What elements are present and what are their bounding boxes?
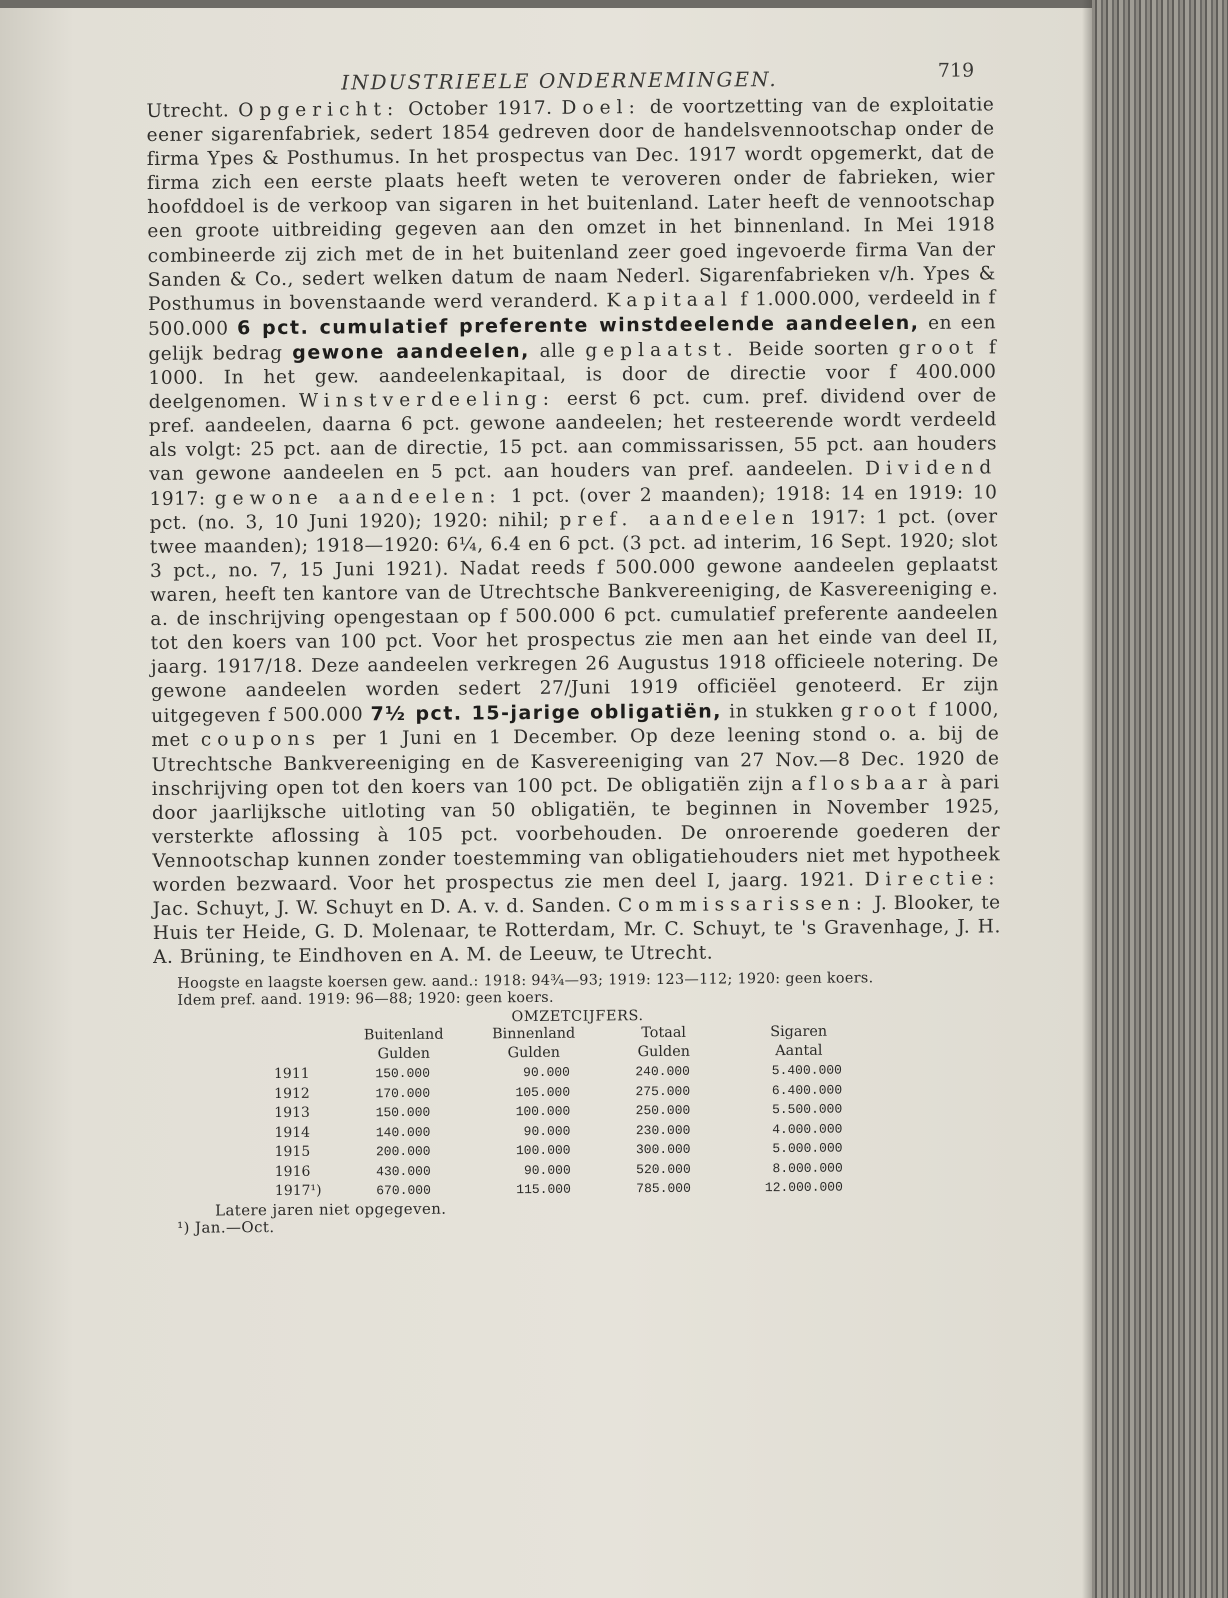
book-page-edges bbox=[1092, 0, 1228, 1598]
table-body bbox=[274, 1061, 875, 1202]
spaced-term: Dividend bbox=[865, 457, 998, 480]
table-cell-value: 90.000 bbox=[523, 1162, 571, 1178]
table-cell-value: 250.000 bbox=[635, 1103, 691, 1119]
table-cell-value: 100.000 bbox=[515, 1104, 571, 1120]
top-edge bbox=[0, 0, 1228, 8]
spaced-term: groot bbox=[840, 700, 922, 722]
table-cell-year: 1917¹) bbox=[274, 1183, 322, 1200]
table-cell-year: 1916 bbox=[274, 1163, 311, 1180]
table-cell-value: 150.000 bbox=[375, 1066, 431, 1082]
text-run: eerst 6 pct. cum. pref. dividend over de pref. aandeelen, daarna 6 pct. gewone aandeelen; het resteerende wordt verdeeld als volgt: 25 pct. aan de directie, 15 pct. aan commissarissen, 55 pct. aan houders van gewone aandeelen en 5 pct. aan houders van pref. aandeelen. bbox=[148, 385, 998, 486]
table-cell-value: 5.400.000 bbox=[771, 1062, 843, 1079]
price-ranges bbox=[177, 970, 1001, 1010]
page-number: 719 bbox=[937, 59, 975, 82]
footnote: ¹) Jan.—Oct. bbox=[177, 1217, 275, 1237]
table-cell-year: 1915 bbox=[274, 1144, 311, 1161]
spaced-term: Kapitaal bbox=[606, 289, 733, 312]
table-cell-value: 670.000 bbox=[376, 1183, 431, 1199]
table-cell-year: 1914 bbox=[274, 1124, 311, 1141]
table-cell-year: 1911 bbox=[273, 1066, 310, 1083]
spaced-term: Doel: bbox=[561, 97, 641, 119]
table-cell-value: 200.000 bbox=[375, 1144, 431, 1160]
table-cell-value: 140.000 bbox=[375, 1124, 431, 1141]
company-entry bbox=[146, 93, 1001, 970]
table-cell-value: 785.000 bbox=[636, 1181, 691, 1197]
table-header bbox=[274, 1046, 344, 1066]
table-cell-value: 105.000 bbox=[515, 1084, 571, 1101]
spaced-term: Opgericht: bbox=[238, 99, 400, 122]
text-run: f 1.000.000, verdeeld in f 500.000 bbox=[148, 287, 996, 340]
text-run: en een gelijk bedrag bbox=[148, 312, 997, 365]
spaced-term: Directie: bbox=[864, 868, 1001, 891]
spaced-term: gewone aandeelen: bbox=[214, 485, 502, 509]
text-run: October 1917. bbox=[399, 97, 562, 121]
table-cell-value: 240.000 bbox=[635, 1064, 691, 1080]
table-cell-year: 1913 bbox=[274, 1105, 310, 1122]
entry-paragraph bbox=[146, 93, 1001, 970]
table-cell-value: 230.000 bbox=[635, 1122, 691, 1139]
table-cell-value: 5.000.000 bbox=[772, 1140, 843, 1157]
spaced-term: pref. aandeelen bbox=[559, 507, 801, 531]
bold-term: 6 pct. cumulatief preferente winstdeelende aandeelen, bbox=[237, 311, 920, 340]
spaced-term: geplaatst. bbox=[585, 339, 739, 362]
table-cell-value: 12.000.000 bbox=[764, 1179, 843, 1196]
spaced-term: aflosbaar bbox=[791, 772, 933, 795]
table-cell-value: 100.000 bbox=[515, 1143, 571, 1159]
page-header bbox=[146, 53, 994, 95]
text-run: 1917: bbox=[149, 487, 215, 510]
spaced-term: Commissarissen: bbox=[617, 893, 869, 917]
text-run: f 1000. In het gew. aandeelenkapitaal, is door de directie voor f 400.000 deelgenomen. bbox=[148, 337, 997, 414]
text-run: à pari door jaarlijksche uitloting van 50 obligatiën, te beginnen in November 1925, versterkte aflossing à 105 pct. voorbehouden. De onroerende goederen der Vennootschap kunnen zonder toestemming van obligatiehouders niet met hypotheek worden bezwaard. Voor het prospectus zie men deel I, jaarg. 1921. bbox=[151, 771, 1001, 896]
table-cell-value: 90.000 bbox=[523, 1123, 571, 1139]
table-title: OMZETCIJFERS. bbox=[511, 1008, 644, 1026]
table-cell-value: 275.000 bbox=[635, 1083, 691, 1100]
table-unit: Gulden bbox=[377, 1046, 431, 1063]
page-content bbox=[146, 53, 1003, 1236]
table-header: Sigaren bbox=[770, 1024, 828, 1041]
table-cell-value: 430.000 bbox=[376, 1163, 431, 1180]
table-header: Buitenland bbox=[363, 1027, 444, 1044]
table-cell-value: 300.000 bbox=[635, 1142, 691, 1158]
bold-term: gewone aandeelen, bbox=[292, 339, 530, 364]
spaced-term: Winstverdeeling: bbox=[298, 388, 556, 412]
table-cell-value: 5.500.000 bbox=[771, 1101, 843, 1118]
turnover-table bbox=[274, 1023, 875, 1202]
table-cell-value: 115.000 bbox=[516, 1182, 571, 1198]
table-header bbox=[274, 1027, 344, 1047]
table-unit: Gulden bbox=[637, 1044, 691, 1061]
table-cell-value: 170.000 bbox=[375, 1085, 431, 1102]
text-run: f 1000, met bbox=[151, 699, 1000, 752]
text-run: Beide soorten bbox=[738, 338, 899, 361]
table-cell-value: 90.000 bbox=[523, 1065, 571, 1081]
spaced-term: groot bbox=[898, 337, 980, 360]
table-cell-value: 8.000.000 bbox=[772, 1160, 843, 1176]
bold-term: 7½ pct. 15-jarige obligatiën, bbox=[370, 700, 723, 726]
table-cell-value: 520.000 bbox=[636, 1161, 691, 1178]
price-line: Hoogste en laagste koersen gew. aand.: 1918: 94¾—93; 1919: 123—112; 1920: geen koers. bbox=[177, 970, 874, 993]
price-line: Idem pref. aand. 1919: 96—88; 1920: geen koers. bbox=[177, 990, 554, 1010]
text-run: 1 pct. (over 2 maanden); 1918: 14 en 1919: 10 pct. (no. 3, 10 Juni 1920); 1920: nihil; bbox=[149, 481, 998, 534]
text-run: 1917: 1 pct. (over twee maanden); 1918—1920: 6¼, 6.4 en 6 pct. (3 pct. ad interim, 16 Sept. 1920; slot 3 pct., no. 7, 15 Juni 1921). Nadat reeds f 500.000 gewone aandeelen geplaatst waren, heeft ten kantore van de Utrechtsche Bankvereeniging, de Kasvereeniging e. a. de inschrijving opengestaan op f 500.000 6 pct. cumulatief preferente aandeelen tot den koers van 100 pct. Voor het prospectus zie men aan het einde van deel II, jaarg. 1917/18. Deze aandeelen verkregen 26 Augustus 1918 officieele notering. De gewone aandeelen worden sedert 27/Juni 1919 officiëel genoteerd. Er zijn uitgegeven f 500.000 bbox=[149, 505, 1000, 728]
table-unit: Gulden bbox=[507, 1045, 561, 1062]
spaced-term: coupons bbox=[200, 729, 322, 752]
running-head: INDUSTRIEELE ONDERNEMINGEN. bbox=[341, 67, 778, 95]
text-run: alle bbox=[529, 340, 586, 362]
text-run: in stukken bbox=[721, 700, 841, 723]
text-run: Utrecht. bbox=[146, 100, 239, 122]
table-cell-value: 150.000 bbox=[375, 1105, 431, 1121]
text-run: J. Blooker, te Huis ter Heide, G. D. Molenaar, te Rotterdam, Mr. C. Schuyt, te 's Gravenhage, J. H. A. Brüning, te Eindhoven en A. M. de Leeuw, te Utrecht. bbox=[152, 892, 1001, 969]
text-run: Jac. Schuyt, J. W. Schuyt en D. A. v. d. Sanden. bbox=[152, 895, 619, 921]
table-unit: Aantal bbox=[775, 1043, 823, 1060]
note-later-years: Latere jaren niet opgegeven. bbox=[214, 1199, 447, 1220]
table-cell-year: 1912 bbox=[274, 1085, 310, 1102]
text-run: per 1 Juni en 1 December. Op deze leening stond o. a. bij de Utrechtsche Bankvereeniging en de Kasvereeniging van 27 Nov.—8 Dec. 1920 de inschrijving open tot den koers van 100 pct. De obligatiën zijn bbox=[151, 723, 1000, 800]
text-run: de voortzetting van de exploitatie eener sigarenfabriek, sedert 1854 gedreven door de handelsvennootschap onder de firma Ypes & Posthumus. In het prospectus van Dec. 1917 wordt opgemerkt, dat de firma zich een eerste plaats heeft weten te veroveren onder de fabrieken, wier hoofddoel is de verkoop van sigaren in het buitenland. Later heeft de vennootschap een groote uitbreiding gegeven aan den omzet in het binnenland. In Mei 1918 combineerde zij zich met de in het buitenland zeer goed ingevoerde firma Van der Sanden & Co., sedert welken datum de naam Nederl. Sigarenfabrieken v/h. Ypes & Posthumus in bovenstaande werd veranderd. bbox=[146, 94, 996, 315]
table-cell-value: 6.400.000 bbox=[771, 1082, 843, 1098]
table-header: Totaal bbox=[641, 1025, 687, 1042]
table-header: Binnenland bbox=[492, 1026, 576, 1043]
table-cell-value: 4.000.000 bbox=[772, 1121, 843, 1137]
table-notes bbox=[177, 1196, 1003, 1237]
